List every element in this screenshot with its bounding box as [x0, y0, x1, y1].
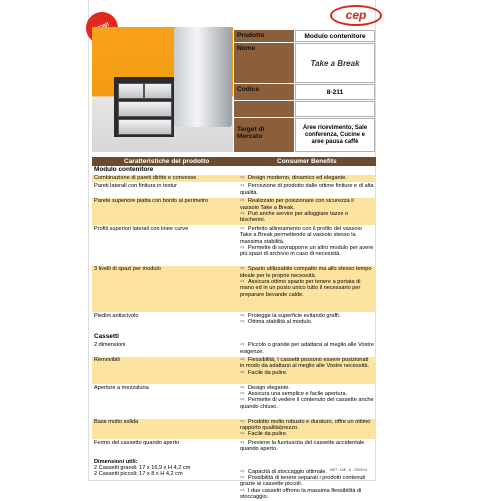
dimension-line: 2 Cassetti grandi: 17 x 16,9 x H 4,2 cm [94, 465, 191, 471]
benefit-item [240, 357, 374, 370]
blank-value [295, 101, 375, 117]
benefit-item [240, 431, 374, 437]
benefit-text: Prodotto molto robusto e duraturo, offre un ottimo rapporto qualità/prezzo. [240, 418, 371, 431]
drawer-small [144, 83, 172, 99]
benefit-text: Previene la fuoriuscita del cassette accidentale quando aperto. [240, 439, 365, 453]
col-benefits: Consumer Benefits [277, 158, 337, 165]
arrow-icon: ⇨ [240, 369, 245, 376]
benefit-list [240, 313, 374, 326]
arrow-icon: ⇨ [240, 397, 245, 404]
benefit-list [240, 183, 374, 196]
benefit-item [240, 342, 374, 355]
benefit-item [240, 370, 374, 376]
arrow-icon: ⇨ [240, 266, 245, 273]
benefit-text: Realizzato per posizionare con sicurezza il vassoio Take a Break. [240, 198, 354, 211]
footer-code: MKT - IAE - 8 - 2009/14 [330, 468, 367, 472]
drawer-small [118, 83, 144, 99]
col-features: Caratteristiche del prodotto [124, 158, 210, 165]
prodotto-value: Modulo contenitore [295, 30, 375, 42]
benefit-item [240, 488, 374, 501]
benefit-item [240, 475, 374, 488]
arrow-icon: ⇨ [240, 384, 245, 391]
feature-text: 2 dimensioni [94, 342, 126, 349]
benefit-item [240, 419, 374, 432]
arrow-icon: ⇨ [240, 225, 245, 232]
benefit-list [240, 440, 374, 453]
benefit-text: Possibilità di tenere separati i prodotti contenuti grazie ai cassette piccoli. [240, 475, 366, 488]
feature-text: Pareti laterali con finitura in textur [94, 183, 178, 190]
benefit-text: Protegge la superficie evitando graffi. [248, 313, 341, 319]
arrow-icon: ⇨ [240, 183, 245, 190]
benefit-list [240, 385, 374, 411]
arrow-icon: ⇨ [240, 431, 245, 438]
benefit-text: Flessibilità, I cassetti possono essere posizionati in modo da adattarsi al meglio alle Vostre necessità. [240, 357, 370, 370]
blank-label [234, 101, 294, 117]
arrow-icon: ⇨ [240, 211, 245, 217]
benefit-list [240, 266, 374, 298]
benefit-text: Permette di vedere il contenuto del cassette anche quando chiuso. [240, 397, 374, 410]
benefit-text: Ottima stabilità al modulo. [248, 319, 313, 326]
benefit-item [240, 279, 374, 298]
benefit-item [240, 397, 374, 410]
benefit-text: Design moderno, dinamico ed elegante. [248, 175, 347, 181]
feature-text: Fermo del cassetto quando aperto [94, 439, 180, 446]
feature-row [92, 357, 376, 384]
coffee-machine-image [174, 27, 232, 127]
feature-row [92, 198, 376, 225]
dimension-line: 2 Cassetti piccoli: 17 x 8 x H 4,2 cm [94, 471, 183, 478]
drawer-module-image [114, 77, 174, 137]
arrow-icon: ⇨ [240, 319, 245, 326]
arrow-icon: ⇨ [240, 279, 245, 285]
feature-row [92, 313, 376, 333]
benefit-list [240, 342, 374, 355]
arrow-icon: ⇨ [240, 475, 245, 481]
benefit-text: Percezione di prodotto dalle ottime finiture e di alta qualità. [240, 183, 374, 196]
dimensions-text [94, 459, 230, 478]
benefit-item [240, 198, 374, 211]
benefit-item [240, 266, 374, 279]
arrow-icon: ⇨ [240, 468, 245, 475]
section-label: Modulo contenitore [94, 166, 154, 173]
prodotto-label: Prodotto [234, 30, 294, 42]
arrow-icon: ⇨ [240, 418, 245, 425]
nome-value [295, 43, 375, 83]
feature-text: Base molto solida [94, 418, 139, 425]
codice-value: 8-211 [295, 84, 375, 100]
feature-row [92, 419, 376, 439]
benefit-text: Design elegante. [248, 384, 290, 391]
benefit-list [240, 357, 374, 376]
feature-row [92, 183, 376, 197]
benefit-item [240, 183, 374, 196]
benefit-text: Perfetto allineamento con il profilo del vassoio Take a Break permettendo al vassoio stesso la massima stabilità. [240, 225, 362, 245]
benefit-text: I due cassetti offrono la massima flessibilità di stoccaggio.. [240, 487, 362, 501]
benefit-text: Facile da pulire. [248, 369, 288, 376]
section-label: Cassetti [94, 333, 119, 341]
features-header [92, 157, 376, 166]
arrow-icon: ⇨ [240, 487, 245, 494]
benefit-list [240, 226, 374, 258]
feature-text: Combinazione di pareti diritte e convesse [94, 175, 197, 181]
benefit-text: Capacità di stoccaggio ottimale. [248, 468, 327, 475]
codice-label: Codice [234, 84, 294, 100]
nome-label: Nome [234, 43, 294, 83]
arrow-icon: ⇨ [240, 391, 245, 397]
feature-row [92, 175, 376, 182]
arrow-icon: ⇨ [240, 342, 245, 349]
feature-row [92, 266, 376, 312]
feature-row [92, 385, 376, 418]
benefit-item [240, 211, 374, 224]
benefit-item [240, 440, 374, 453]
benefit-list [240, 419, 374, 438]
benefit-list [240, 198, 374, 224]
take-a-break-logo: Take a Break [310, 58, 360, 68]
benefit-text: Assicura ottimo spazio per tenere a portata di mano ed in un posto unico tutto il necessario per preparare bevande calde. [240, 279, 361, 298]
product-photo [92, 27, 233, 152]
dimensions-title: Dimensioni utili: [94, 458, 138, 465]
benefit-item [240, 319, 374, 325]
benefit-item [240, 226, 374, 245]
feature-row [92, 226, 376, 265]
feature-text: Parete superiore piatta con bordo al perimetro [94, 198, 209, 205]
feature-text: Removibili [94, 357, 120, 363]
feature-text: 3 livelli di spazi per modulo [94, 266, 161, 273]
feature-text: Aperture a mezzaluna [94, 384, 149, 391]
feature-row [92, 440, 376, 454]
benefit-text: Può anche servire per alloggiare tazze o bischerini. [240, 211, 349, 224]
drawer-large [118, 119, 172, 135]
target-label: Target di Mercato [234, 118, 294, 152]
cep-logo [330, 5, 382, 26]
drawer-large [118, 101, 172, 117]
benefit-item [240, 245, 374, 258]
feature-text: Profili superiori laterali con linee curve [94, 225, 189, 232]
benefit-list [240, 175, 374, 181]
target-value: Aree ricevimento, Sale conferenza, Cucine e aree pausa caffè [295, 118, 375, 152]
benefit-text: Permette di sovrapporre un altro modulo per avere più spazi di archivio in caso di necessità. [240, 245, 374, 258]
benefit-text: Piccolo o grande per adattarsi al meglio alle Vostre esigenze. [240, 342, 374, 355]
arrow-icon: ⇨ [240, 175, 245, 181]
feature-row [92, 342, 376, 356]
arrow-icon: ⇨ [240, 245, 245, 252]
arrow-icon: ⇨ [240, 313, 245, 319]
arrow-icon: ⇨ [240, 439, 245, 446]
benefit-item [240, 175, 374, 181]
arrow-icon: ⇨ [240, 357, 245, 363]
benefit-list [240, 469, 374, 501]
arrow-icon: ⇨ [240, 198, 245, 205]
benefit-text: Assicura una semplice e facile apertura. [248, 391, 348, 397]
feature-text: Piedini antiscivolo [94, 313, 139, 319]
benefit-text: Spazio utilizzabile compatto ma allo stesso tempo ideale per le proprie necessità. [240, 266, 372, 279]
benefit-text: Facile da pulire. [248, 431, 288, 438]
logo-text: cep [345, 8, 367, 22]
